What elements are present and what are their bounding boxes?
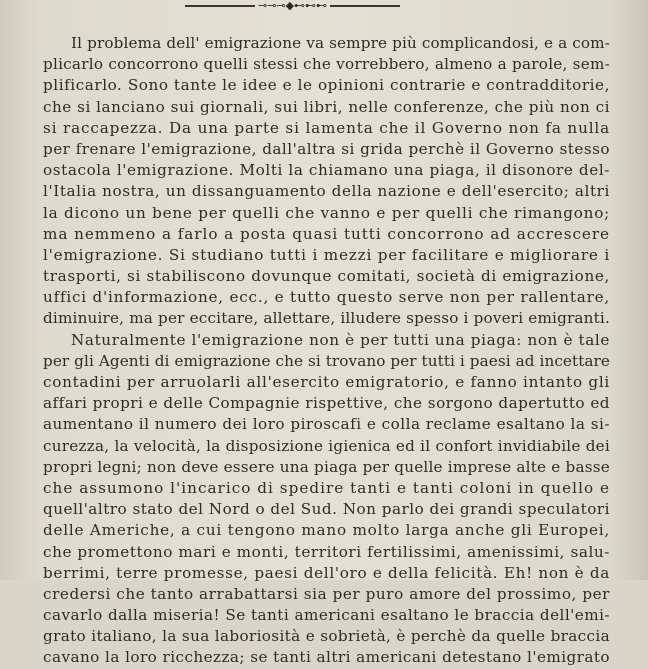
text-line: che si lanciano sui giornali, sui libri, nelle conferenze, che più non ci — [43, 97, 610, 116]
text-line: diminuire, ma per eccitare, allettare, illudere spesso i poveri emigranti. — [43, 309, 610, 328]
text-line: plicarlo concorrono quelli stessi che vorrebbero, almeno a parole, sem- — [43, 55, 610, 74]
ornament-center: ⊸⊸⊸◆⊷⊷⊷ — [257, 0, 328, 12]
text-line: ma nemmeno a farlo a posta quasi tutti concorrono ad accrescere — [43, 224, 610, 243]
text-line: trasporti, si stabiliscono dovunque comitati, società di emigrazione, — [43, 267, 610, 286]
text-line: per gli Agenti di emigrazione che si trovano per tutti i paesi ad incettare — [43, 351, 610, 370]
text-line: Il problema dell' emigrazione va sempre più complicandosi, e a com- — [71, 34, 610, 52]
text-line: Naturalmente l'emigrazione non è per tutti una piaga: non è tale — [71, 330, 610, 349]
text-line: affari propri e delle Compagnie rispettive, che sorgono dapertutto ed — [43, 394, 610, 413]
text-line: aumentano il numero dei loro piroscafi e colla reclame esaltano la si- — [43, 415, 610, 434]
text-line: ostacola l'emigrazione. Molti la chiamano una piaga, il disonore del- — [43, 161, 610, 180]
text-line: plificarlo. Sono tante le idee e le opinioni contrarie e contradditorie, — [43, 76, 610, 95]
text-line: cavano la loro ricchezza; se tanti altri americani detestano l'emigrato — [43, 648, 610, 667]
text-line: che promettono mari e monti, territori fertilissimi, amenissimi, salu- — [43, 542, 610, 561]
text-line: per frenare l'emigrazione, dall'altra si grida perchè il Governo stesso — [43, 139, 610, 158]
text-line: curezza, la velocità, la disposizione igienica ed il confort invidiabile dei — [43, 436, 610, 455]
text-line: cavarlo dalla miseria! Se tanti americani esaltano le braccia dell'emi- — [43, 606, 610, 625]
text-line: l'Italia nostra, un dissanguamento della nazione e dell'esercito; altri — [43, 182, 610, 201]
header-ornament — [185, 0, 400, 12]
text-line: uffici d'informazione, ecc., e tutto questo serve non per rallentare, — [43, 288, 610, 307]
text-line: che assumono l'incarico di spedire tanti e tanti coloni in quello e — [43, 478, 610, 497]
text-line: grato italiano, la sua laboriosità e sobrietà, è perchè da quelle braccia — [43, 627, 610, 646]
text-line: credersi che tanto arrabattarsi sia per puro amore del prossimo, per — [43, 584, 610, 603]
text-line: delle Americhe, a cui tengono mano molto larga anche gli Europei, — [43, 521, 610, 540]
text-line: l'emigrazione. Si studiano tutti i mezzi per facilitare e migliorare i — [43, 245, 610, 264]
text-line: contadini per arruolarli all'esercito emigratorio, e fanno intanto gli — [43, 373, 610, 391]
text-line: si raccapezza. Da una parte si lamenta che il Governo non fa nulla — [43, 118, 610, 137]
ornament-rule-left — [185, 5, 255, 7]
text-line: propri legni; non deve essere una piaga per quelle imprese alte e basse — [43, 457, 610, 476]
text-line: quell'altro stato del Nord o del Sud. Non parlo dei grandi speculatori — [43, 500, 610, 519]
ornament-rule-right — [330, 5, 400, 7]
text-line: la dicono un bene per quelli che vanno e per quelli che rimangono; — [43, 203, 610, 222]
body-text — [43, 33, 610, 669]
text-line: berrimi, terre promesse, paesi dell'oro e della felicità. Eh! non è da — [43, 563, 610, 582]
